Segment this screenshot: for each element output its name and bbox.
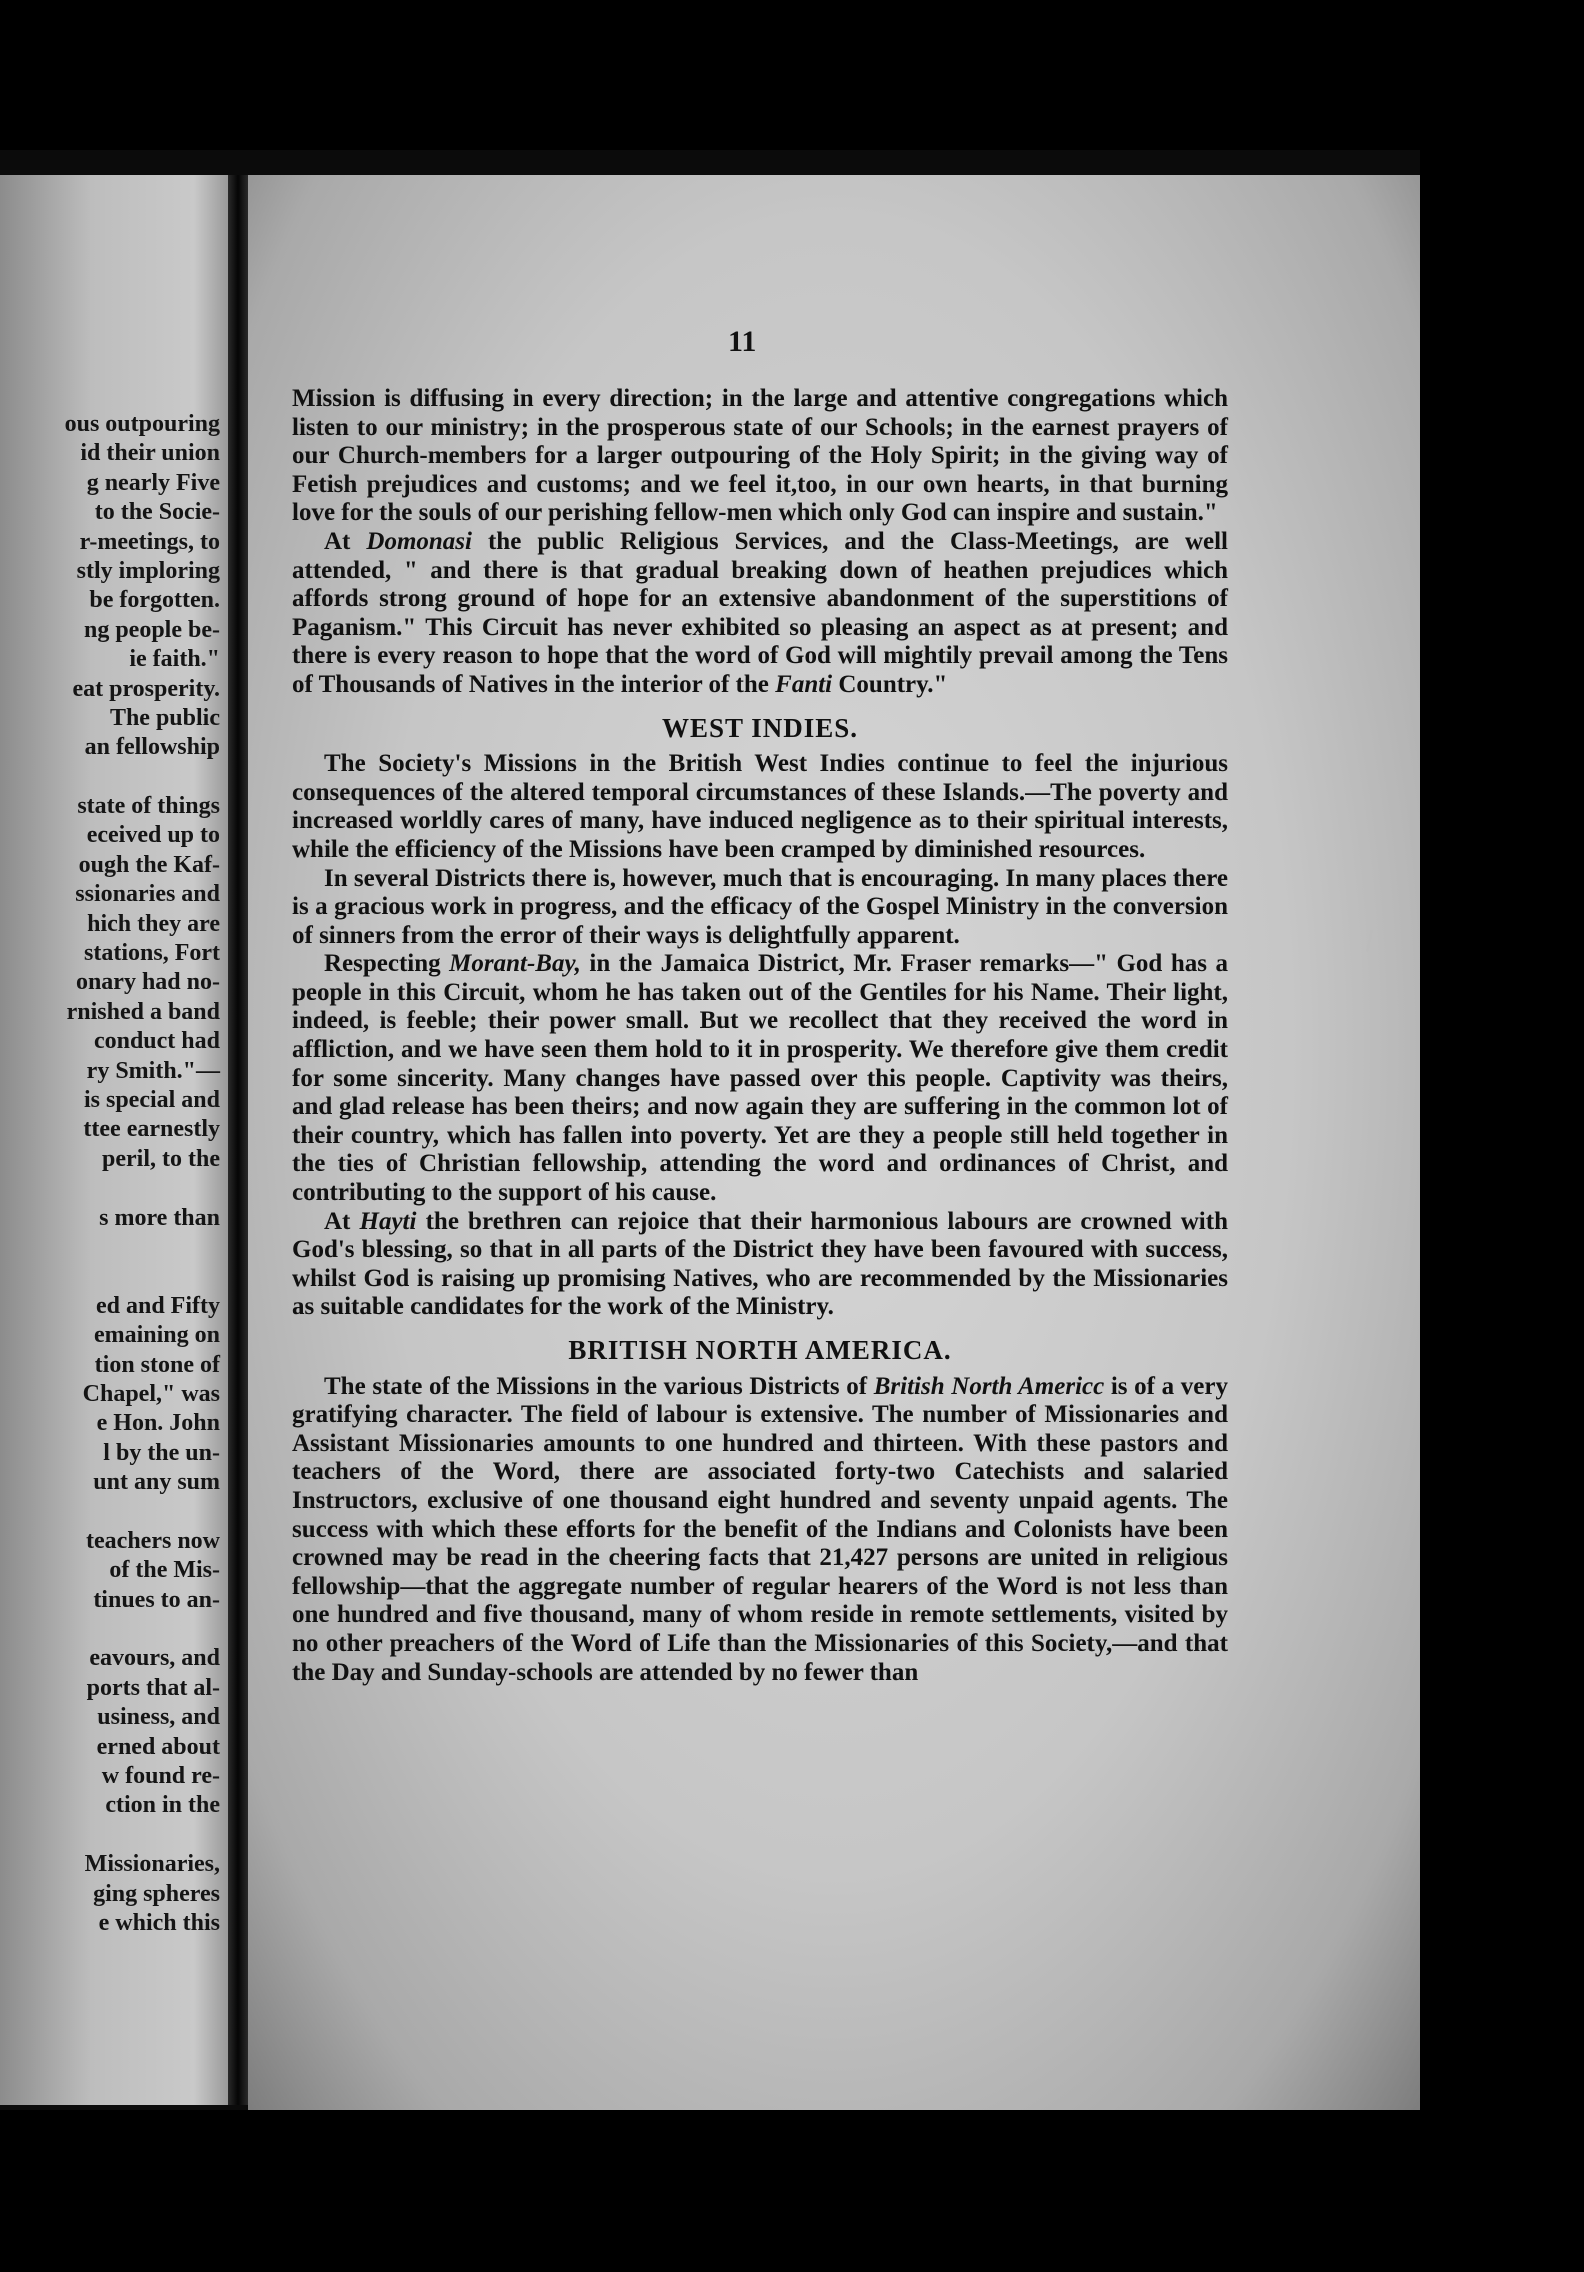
left-page-line bbox=[0, 1262, 220, 1291]
left-facing-page bbox=[0, 175, 228, 2105]
paragraph-mission-diffusing: Mission is diffusing in every direction; in the large and attentive congregations which listen to our ministry; in the prosperous state of our Schools; in the earnest prayers of our Church-members for a larger outpouring of the Holy Spirit; in the giving way of Fetish prejudices and customs; and we feel it,too, in our own hearts, in that burning love for the souls of our perishing fellow-men which only God can inspire and sustain." bbox=[292, 385, 1228, 527]
left-page-line: stations, Fort bbox=[84, 940, 220, 967]
page-number: 11 bbox=[728, 325, 757, 358]
left-page-line: is special and bbox=[83, 1086, 220, 1113]
para2-prefix: At bbox=[324, 527, 367, 555]
left-page-line: of the Mis- bbox=[109, 1557, 220, 1584]
left-page-line bbox=[0, 763, 220, 792]
left-page-line: rnished a band bbox=[66, 998, 220, 1025]
place-british-north-america: British North Americc bbox=[873, 1372, 1105, 1400]
left-page-line: onary had no- bbox=[75, 969, 220, 996]
left-page-line: stly imploring bbox=[76, 557, 220, 584]
place-domonasi: Domonasi bbox=[366, 527, 472, 555]
left-page-text-column bbox=[0, 410, 220, 1938]
left-page-line: peril, to the bbox=[102, 1145, 220, 1172]
left-page-line: teachers now bbox=[86, 1527, 220, 1554]
left-page-line bbox=[0, 1233, 220, 1262]
left-page-line bbox=[0, 1821, 220, 1850]
left-page-line: ng people be- bbox=[83, 616, 220, 643]
left-page-line: w found re- bbox=[101, 1762, 220, 1789]
para6-body: the brethren can rejoice that their harmonious labours are crowned with God's blessing, so that in all parts of the District they have been favoured with success, whilst God is raising up promising Natives, who are recommended by the Missionaries as suitable candidates for the work of the Ministry. bbox=[292, 1207, 1228, 1321]
place-fanti: Fanti bbox=[775, 670, 833, 698]
left-page-line: l by the un- bbox=[103, 1439, 220, 1466]
left-page-line: usiness, and bbox=[97, 1704, 220, 1731]
para5-body: in the Jamaica District, Mr. Fraser remarks—" God has a people in this Circuit, whom he has taken out of the Gentiles for his Name. Their light, indeed, is feeble; their power small. But we recollect that they received the word in affliction, and we have seen them hold to it in prosperity. We therefore give them credit for some sincerity. Many changes have passed over this people. Captivity was theirs, and glad release has been theirs; and now again they are suffering in the common lot of their country, which has fallen into poverty. Yet are they a people still held together in the ties of Christian fellowship, attending the word and ordinances of Christ, and contributing to the support of his cause. bbox=[292, 950, 1228, 1207]
left-page-line: eceived up to bbox=[86, 822, 220, 849]
place-hayti: Hayti bbox=[359, 1207, 417, 1235]
para6-prefix: At bbox=[324, 1207, 360, 1235]
page-gutter bbox=[228, 175, 248, 2105]
left-page-line: g nearly Five bbox=[86, 469, 220, 496]
left-page-line: state of things bbox=[77, 793, 220, 820]
left-page-line: e Hon. John bbox=[96, 1410, 220, 1437]
paragraph-several-districts: In several Districts there is, however, much that is encouraging. In many places there is a gracious work in progress, and the efficacy of the Gospel Ministry in the conversion of sinners from the error of their ways is delightfully apparent. bbox=[292, 864, 1228, 949]
paragraph-morant-bay bbox=[292, 950, 1228, 1207]
left-page-line bbox=[0, 1615, 220, 1644]
film-border-right bbox=[1420, 150, 1584, 2110]
left-page-line: to the Socie- bbox=[94, 499, 220, 526]
left-page-line bbox=[0, 1497, 220, 1526]
para2-end: Country." bbox=[832, 670, 948, 698]
para2-body: the public Religious Services, and the Class-Meetings, are well attended, " and there is that gradual breaking down of heathen prejudices which affords strong ground of hope for an extensive abandonment of the superstitions of Paganism." This Circuit has never exhibited so pleasing an aspect as at present; and there is every reason to hope that the word of God will mightily prevail among the Tens of Thousands of Natives in the interior of the bbox=[292, 527, 1228, 698]
para7-body: is of a very gratifying character. The field of labour is extensive. The number of Missionaries and Assistant Missionaries amounts to one hundred and thirteen. With these pastors and teachers of the Word, there are associated forty-two Catechists and salaried Instructors, exclusive of one thousand eight hundred and seventy unpaid agents. The success with which these efforts for the benefit of the Indians and Colonists have been crowned may be read in the cheering facts that 21,427 persons are united in religious fellowship—that the aggregate number of regular hearers of the Word is not less than one hundred and five thousand, many of whom reside in remote settlements, visited by no other preachers of the Word of Life than the Missionaries of this Society,—and that the Day and Sunday-schools are attended by no fewer than bbox=[292, 1372, 1228, 1686]
left-page-line: ging spheres bbox=[93, 1880, 220, 1907]
left-page-line: ry Smith."— bbox=[86, 1057, 220, 1084]
left-page-line: tinues to an- bbox=[93, 1586, 220, 1613]
left-page-line: ie faith." bbox=[129, 646, 220, 673]
left-page-line: Missionaries, bbox=[84, 1851, 220, 1878]
paragraph-british-north-america bbox=[292, 1373, 1228, 1688]
left-page-line: id their union bbox=[80, 440, 220, 467]
heading-british-north-america: BRITISH NORTH AMERICA. bbox=[568, 1335, 952, 1365]
left-page-line: ed and Fifty bbox=[95, 1292, 220, 1319]
left-page-line: conduct had bbox=[93, 1028, 220, 1055]
left-page-line: an fellowship bbox=[84, 734, 220, 761]
para7-prefix: The state of the Missions in the various Districts of bbox=[324, 1372, 874, 1400]
left-page-line: e which this bbox=[98, 1909, 220, 1936]
paragraph-hayti bbox=[292, 1208, 1228, 1322]
left-page-line bbox=[0, 1174, 220, 1203]
left-page-line: eavours, and bbox=[89, 1645, 220, 1672]
left-page-line: be forgotten. bbox=[89, 587, 220, 614]
left-page-line: tion stone of bbox=[94, 1351, 220, 1378]
left-page-line: emaining on bbox=[93, 1322, 220, 1349]
left-page-line: ssionaries and bbox=[75, 881, 220, 908]
heading-west-indies: WEST INDIES. bbox=[661, 712, 859, 743]
page-body bbox=[292, 385, 1228, 1687]
left-page-line: The public bbox=[109, 704, 220, 731]
left-page-line: ough the Kaf- bbox=[78, 851, 220, 878]
left-page-line: unt any sum bbox=[93, 1469, 220, 1496]
left-page-line: erned about bbox=[96, 1733, 220, 1760]
left-page-line: ction in the bbox=[105, 1792, 220, 1819]
left-page-line: r-meetings, to bbox=[79, 528, 220, 555]
left-page-line: hich they are bbox=[87, 910, 220, 937]
para5-prefix: Respecting bbox=[324, 950, 450, 978]
left-page-line: ous outpouring bbox=[64, 411, 220, 437]
paragraph-west-indies-missions: The Society's Missions in the British West Indies continue to feel the injurious consequences of the altered temporal circumstances of these Islands.—The poverty and increased worldly cares of many, have induced negligence as to their spiritual interests, while the efficiency of the Missions have been cramped by diminished resources. bbox=[292, 750, 1228, 863]
left-page-line: ports that al- bbox=[86, 1674, 220, 1701]
left-page-line: eat prosperity. bbox=[72, 675, 220, 702]
paragraph-domonasi bbox=[292, 528, 1228, 700]
left-page-line: ttee earnestly bbox=[83, 1116, 220, 1143]
left-page-line: s more than bbox=[99, 1204, 220, 1231]
right-page bbox=[248, 175, 1420, 2110]
left-page-line: Chapel," was bbox=[82, 1380, 220, 1407]
place-morant-bay: Morant-Bay, bbox=[449, 950, 581, 978]
